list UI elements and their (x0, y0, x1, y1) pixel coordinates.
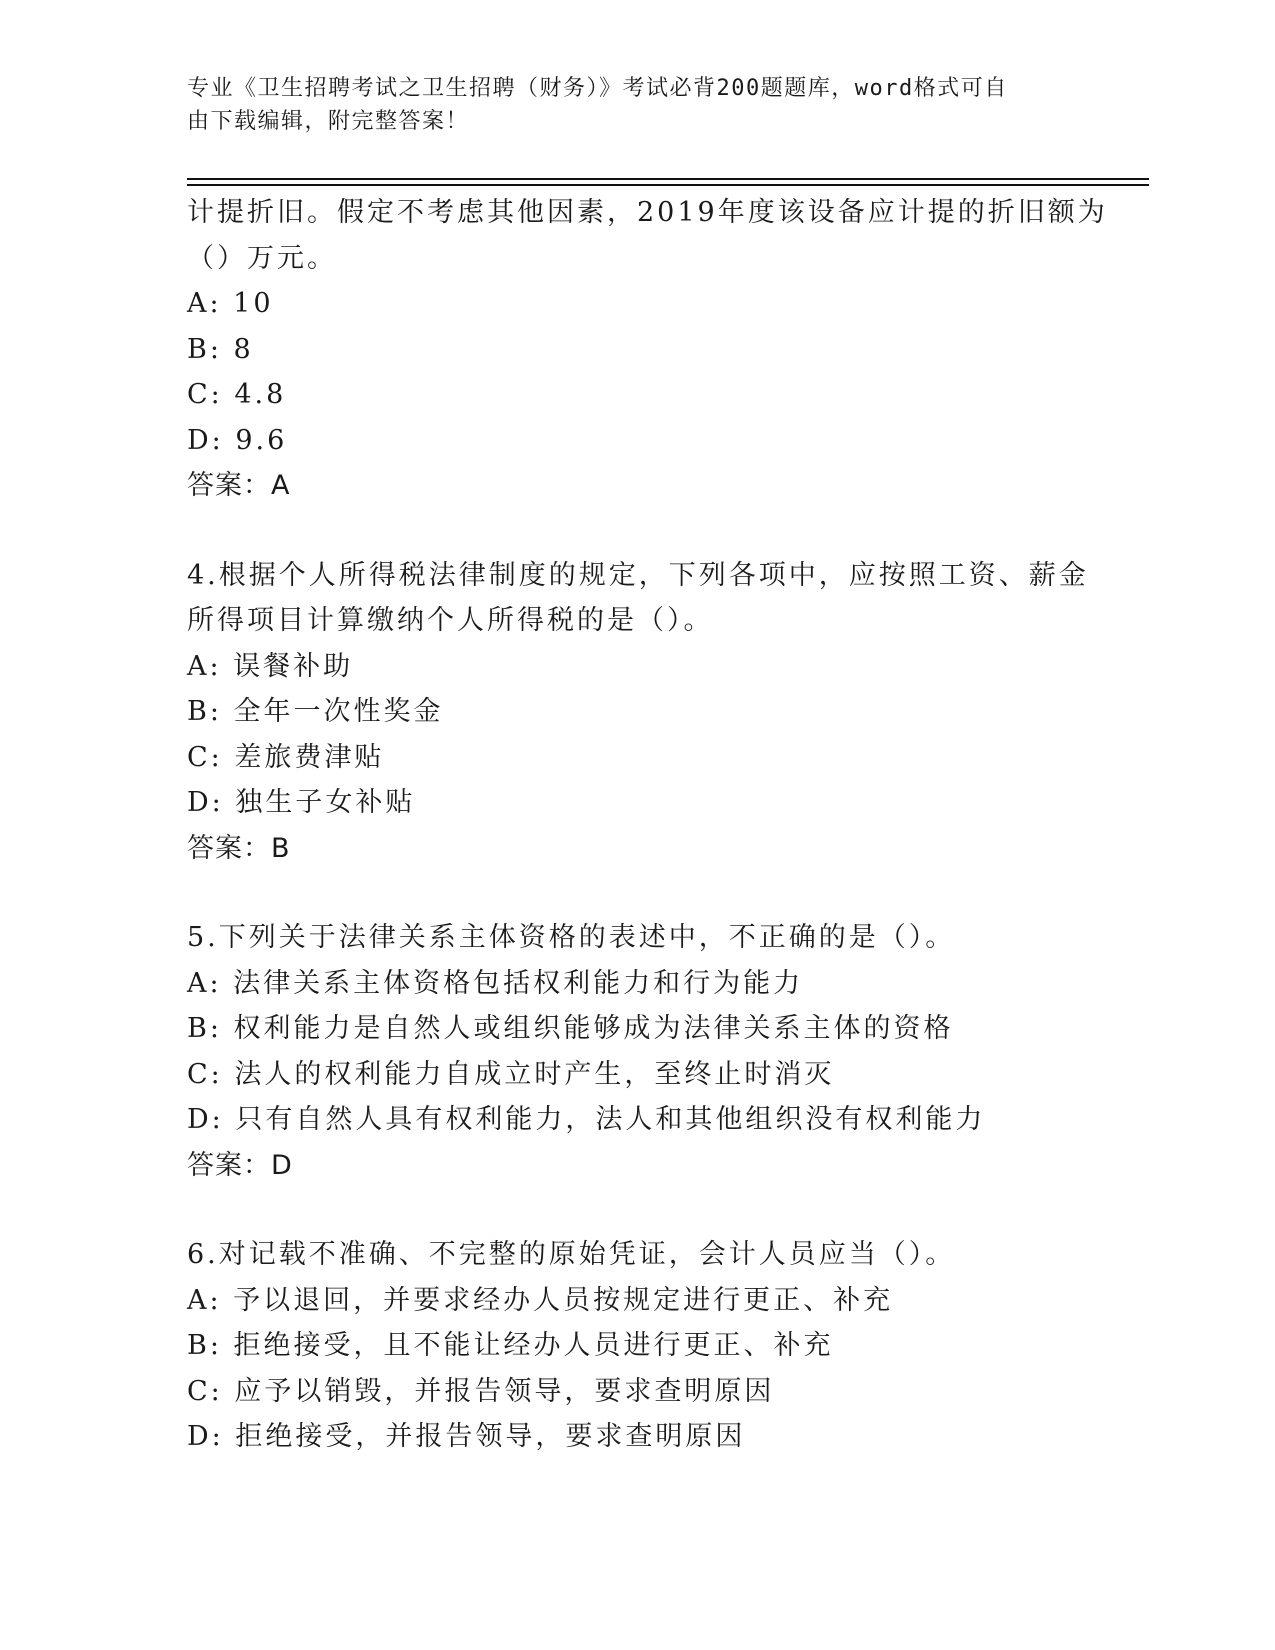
option-d: D: 9.6 (187, 424, 288, 456)
question-stem: 6.对记载不准确、不完整的原始凭证，会计人员应当（）。 (187, 1239, 956, 1270)
header-divider-bottom (187, 184, 1149, 186)
option-c: C: 法人的权利能力自成立时产生，至终止时消灭 (187, 1058, 835, 1090)
spacer (187, 871, 1087, 915)
question-stem: 计提折旧。假定不考虑其他因素，2019年度该设备应计提的折旧额为 (187, 197, 1108, 228)
question-content (187, 190, 1108, 1460)
document-header (187, 72, 1067, 138)
question-stem: 5.下列关于法律关系主体资格的表述中，不正确的是（）。 (187, 922, 956, 953)
question-stem: 所得项目计算缴纳个人所得税的是（）。 (187, 605, 714, 636)
option-d: D: 拒绝接受，并报告领导，要求查明原因 (187, 1421, 746, 1452)
header-title-line-1: 专业《卫生招聘考试之卫生招聘（财务）》考试必背200题题库，word格式可自 (187, 76, 1008, 101)
option-a: A: 10 (187, 288, 274, 319)
question-3 (187, 190, 1108, 509)
answer-label: 答案：A (187, 470, 291, 501)
question-4 (187, 553, 1087, 872)
option-b: B: 8 (187, 333, 254, 365)
header-divider-top (187, 178, 1149, 180)
question-6 (187, 1232, 1087, 1460)
option-b: B: 权利能力是自然人或组织能够成为法律关系主体的资格 (187, 1013, 954, 1044)
option-d: D: 只有自然人具有权利能力，法人和其他组织没有权利能力 (187, 1104, 986, 1135)
option-c: C: 差旅费津贴 (187, 741, 385, 773)
option-a: A: 予以退回，并要求经办人员按规定进行更正、补充 (187, 1284, 894, 1316)
answer-label: 答案：B (187, 832, 291, 864)
option-b: B: 全年一次性奖金 (187, 696, 444, 727)
option-c: C: 4.8 (187, 379, 287, 410)
question-stem: 4.根据个人所得税法律制度的规定，下列各项中，应按照工资、薪金 (187, 559, 1089, 591)
spacer (187, 509, 1087, 553)
answer-label: 答案：D (187, 1149, 293, 1181)
spacer (187, 1188, 1087, 1232)
option-c: C: 应予以销毁，并报告领导，要求查明原因 (187, 1375, 775, 1407)
option-a: A: 误餐补助 (187, 650, 354, 682)
question-5 (187, 915, 1087, 1188)
question-stem: （）万元。 (187, 242, 337, 274)
option-a: A: 法律关系主体资格包括权利能力和行为能力 (187, 967, 804, 999)
option-b: B: 拒绝接受，且不能让经办人员进行更正、补充 (187, 1330, 834, 1361)
header-title-line-2: 由下载编辑，附完整答案！ (187, 109, 470, 134)
option-d: D: 独生子女补贴 (187, 787, 416, 818)
